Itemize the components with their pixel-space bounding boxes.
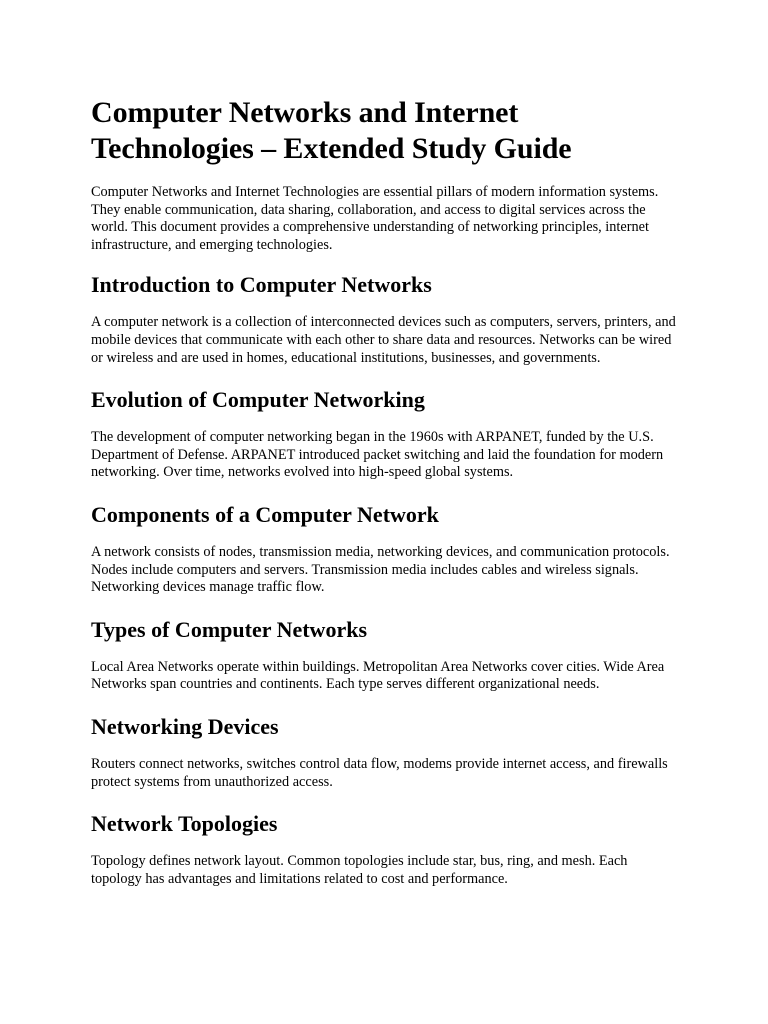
section-topologies xyxy=(91,811,680,888)
section-heading: Evolution of Computer Networking xyxy=(91,387,425,413)
section-body: Topology defines network layout. Common topologies include star, bus, ring, and mesh. Each topology has advantages and limitations related to cost and performance. xyxy=(91,853,628,887)
section-body: A computer network is a collection of interconnected devices such as computers, servers, printers, and mobile devices that communicate with each other to share data and resources. Networks can be wired or wireless and are used in homes, educational institutions, businesses, and governments. xyxy=(91,314,676,366)
section-types xyxy=(91,617,680,694)
section-heading: Networking Devices xyxy=(91,713,279,739)
section-body: The development of computer networking began in the 1960s with ARPANET, funded by the U.S. Department of Defense. ARPANET introduced packet switching and laid the foundation for modern networking. Over time, networks evolved into high-speed global systems. xyxy=(91,429,664,481)
section-heading: Types of Computer Networks xyxy=(91,616,367,642)
section-body: Routers connect networks, switches control data flow, modems provide internet access, and firewalls protect systems from unauthorized access. xyxy=(91,755,668,790)
section-body: A network consists of nodes, transmission media, networking devices, and communication protocols. Nodes include computers and servers. Transmission media includes cables and wireless signals. Networking devices manage traffic flow. xyxy=(91,543,670,596)
section-components xyxy=(91,502,680,597)
document-title: Computer Networks and Internet Technologies – Extended Study Guide xyxy=(91,96,572,165)
section-body: Local Area Networks operate within buildings. Metropolitan Area Networks cover cities. Wide Area Networks span countries and continents. Each type serves different organizational needs. xyxy=(91,658,665,693)
section-heading: Network Topologies xyxy=(91,811,278,837)
section-evolution xyxy=(91,387,680,482)
section-devices xyxy=(91,714,680,791)
section-introduction xyxy=(91,272,680,367)
section-heading: Introduction to Computer Networks xyxy=(91,272,432,298)
section-heading: Components of a Computer Network xyxy=(91,501,439,527)
intro-paragraph: Computer Networks and Internet Technologies are essential pillars of modern information systems. They enable communication, data sharing, collaboration, and access to digital services across the world. This document provides a comprehensive understanding of networking principles, internet infrastructure, and emerging technologies. xyxy=(91,184,659,253)
